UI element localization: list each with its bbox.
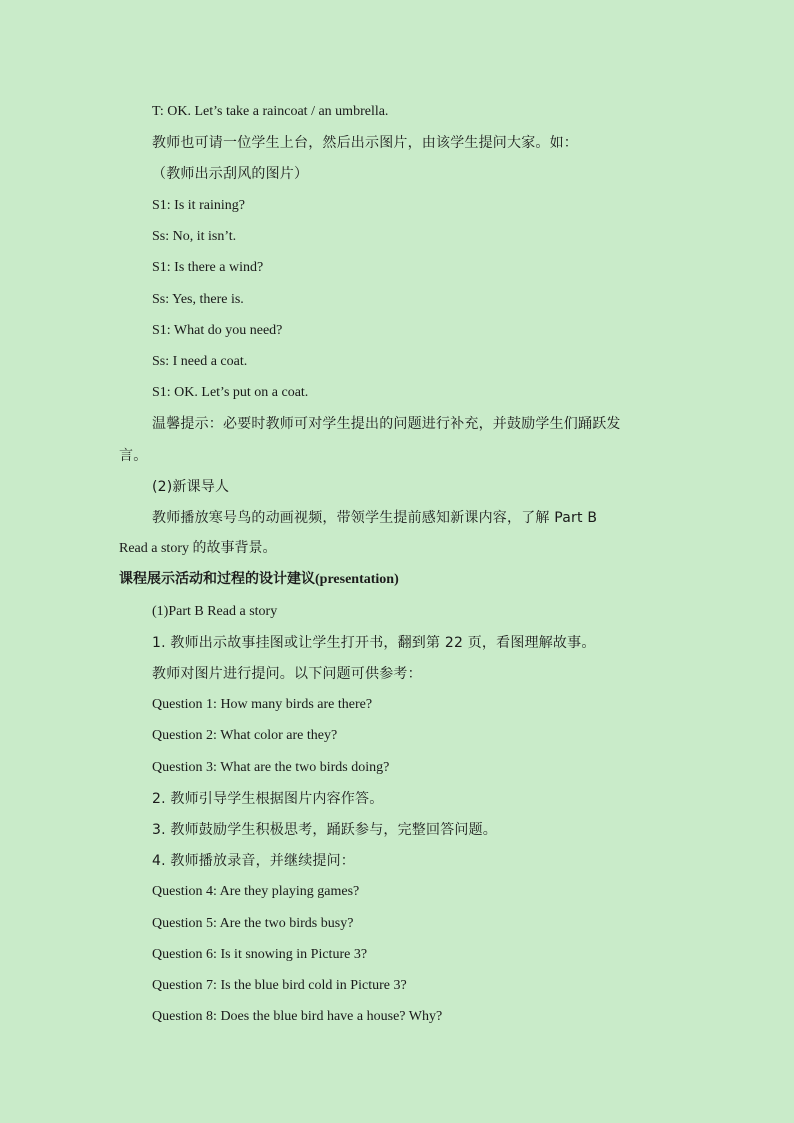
tip-text: 温馨提示：必要时教师可对学生提出的问题进行补充，并鼓励学生们踊跃发 <box>152 416 621 432</box>
paragraph-text-continued: Read a story 的故事背景。 <box>119 541 277 556</box>
section-heading: 课程展示活动和过程的设计建议(presentation) <box>119 572 399 587</box>
dialogue-line: T: OK. Let’s take a raincoat / an umbrella. <box>152 104 389 119</box>
question-line: Question 7: Is the blue bird cold in Picture 3? <box>152 978 407 993</box>
tip-text-continued: 言。 <box>119 448 148 464</box>
dialogue-line: Ss: Yes, there is. <box>152 292 244 307</box>
section-subheading: (1)Part B Read a story <box>152 604 278 619</box>
dialogue-line: Ss: No, it isn’t. <box>152 229 237 244</box>
step-text: 4. 教师播放录音，并继续提问： <box>152 853 356 869</box>
step-text: 1. 教师出示故事挂图或让学生打开书，翻到第 22 页，看图理解故事。 <box>152 635 596 651</box>
step-text: 2. 教师引导学生根据图片内容作答。 <box>152 791 384 807</box>
question-line: Question 4: Are they playing games? <box>152 884 360 899</box>
question-line: Question 2: What color are they? <box>152 728 338 743</box>
paragraph-text: 教师对图片进行提问。以下问题可供参考： <box>152 666 422 682</box>
question-line: Question 6: Is it snowing in Picture 3? <box>152 947 368 962</box>
paragraph-text: （教师出示刮风的图片） <box>152 166 309 182</box>
dialogue-line: S1: What do you need? <box>152 323 283 338</box>
step-text: 3. 教师鼓励学生积极思考，踊跃参与，完整回答问题。 <box>152 822 498 838</box>
question-line: Question 8: Does the blue bird have a house? Why? <box>152 1009 443 1024</box>
question-line: Question 5: Are the two birds busy? <box>152 916 354 931</box>
paragraph-text: 教师播放寒号鸟的动画视频，带领学生提前感知新课内容，了解 Part B <box>152 510 598 526</box>
dialogue-line: S1: OK. Let’s put on a coat. <box>152 385 309 400</box>
dialogue-line: Ss: I need a coat. <box>152 354 248 369</box>
dialogue-line: S1: Is there a wind? <box>152 260 264 275</box>
question-line: Question 1: How many birds are there? <box>152 697 373 712</box>
dialogue-line: S1: Is it raining? <box>152 198 245 213</box>
section-subheading: (2)新课导人 <box>152 479 230 495</box>
paragraph-text: 教师也可请一位学生上台，然后出示图片，由该学生提问大家。如： <box>152 135 578 151</box>
question-line: Question 3: What are the two birds doing? <box>152 760 390 775</box>
